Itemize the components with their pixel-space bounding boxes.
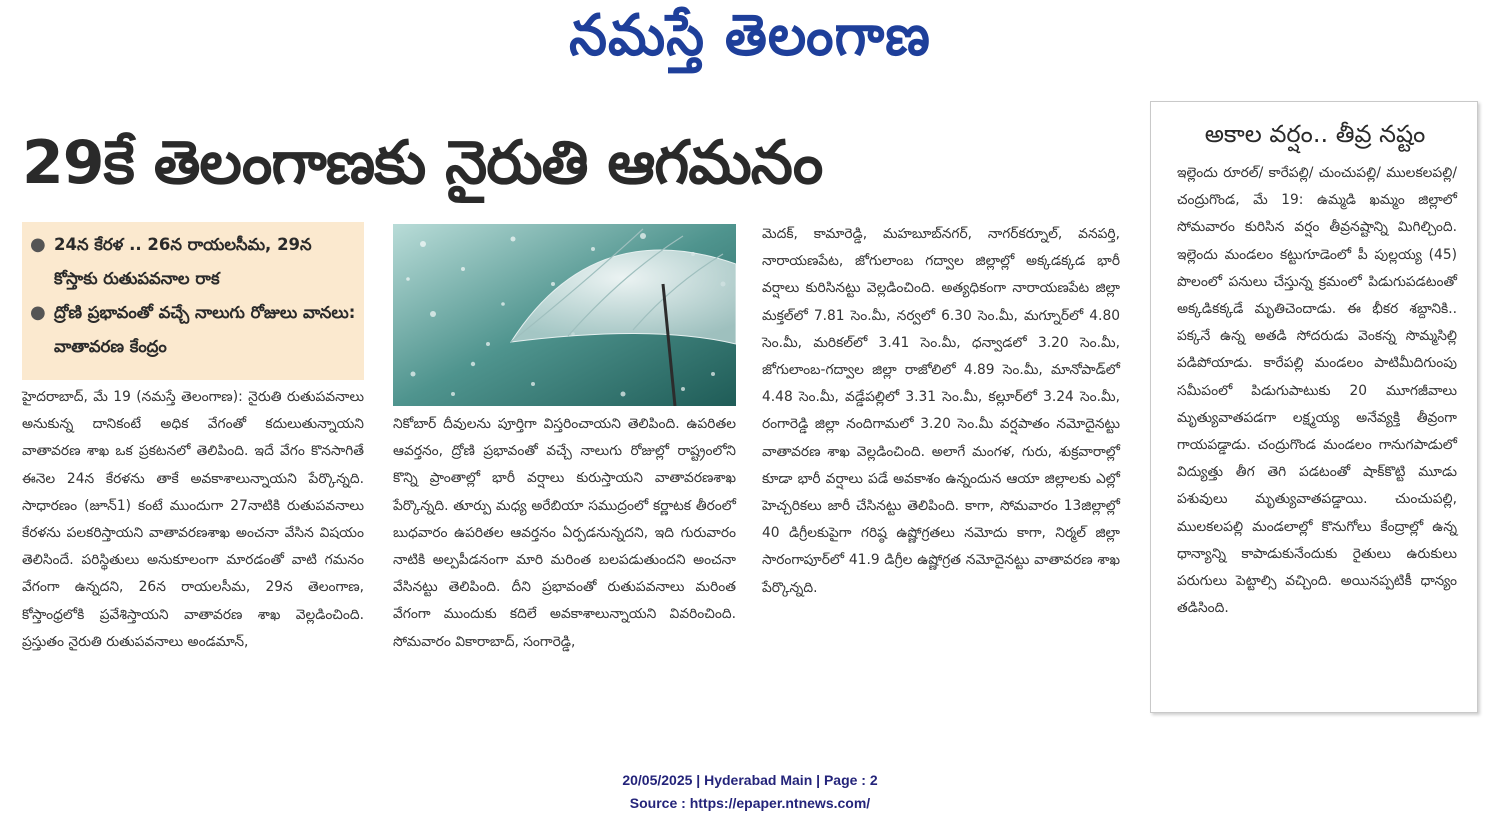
sidebar-news-box [1150,101,1478,713]
main-headline: 29కే తెలంగాణకు నైరుతి ఆగమనం [22,128,823,198]
article-column-1: హైదరాబాద్, మే 19 (నమస్తే తెలంగాణ): నైరుతి రుతుపవనాలు అనుకున్న దానికంటే అధిక వేగంతో కదులుతున్నాయని వాతావరణ శాఖ ఒక ప్రకటనలో తెలిపింది. ఇదే వేగం కొనసాగితే ఈనెల 24న కేరళను తాకే అవకాశాలున్నాయని పేర్కొన్నది. సాధారణం (జూన్1) కంటే ముందుగా 27నాటికి రుతుపవనాలు కేరళను పలకరిస్తాయని వాతావరణశాఖ అంచనా వేసిన విషయం తెలిసిందే. పరిస్థితులు అనుకూలంగా మారడంతో వాటి గమనం వేగంగా ఉన్నదని, 26న రాయలసీమ, 29న తెలంగాణ, కోస్తాంధ్రలోకి ప్రవేశిస్తాయని వాతావరణ శాఖ వెల్లడించింది. ప్రస్తుతం నైరుతి రుతుపవనాలు అండమాన్, [22,389,364,650]
footer-source: Source : https://epaper.ntnews.com/ [629,795,871,811]
highlight-item [30,296,356,364]
article-column-2: నికోబార్ దీవులను పూర్తిగా విస్తరించాయని తెలిపింది. ఉపరితల ఆవర్తనం, ద్రోణి ప్రభావంతో వచ్చే నాలుగు రోజుల్లో రాష్ట్రంలోని కొన్ని ప్రాంతాల్లో భారీ వర్షాలు కురుస్తాయని వాతావరణశాఖ పేర్కొన్నది. తూర్పు మధ్య అరేబియా సముద్రంలో కర్ణాటక తీరంలో బుధవారం ఉపరితల ఆవర్తనం ఏర్పడనున్నదని, ఇది గురువారం నాటికి అల్పపీడనంగా మారి మరింత బలపడుతుందని అంచనా వేసినట్టు తెలిపింది. దీని ప్రభావంతో రుతుపవనాలు మరింత వేగంగా ముందుకు కదిలే అవకాశాలున్నాయని వివరించింది. సోమవారం వికారాబాద్, సంగారెడ్డి, [393,416,736,650]
bullet-icon: ● [30,302,46,323]
footer-date-edition: 20/05/2025 | Hyderabad Main | Page : 2 [622,772,878,788]
highlight-text: ద్రోణి ప్రభావంతో వచ్చే నాలుగు రోజులు వానలు: వాతావరణ కేంద్రం [54,303,356,356]
article-column-3: మెదక్, కామారెడ్డి, మహబూబ్‌నగర్, నాగర్‌కర్నూల్, వనపర్తి, నారాయణపేట, జోగులాంబ గద్వాల జిల్లాల్లో అక్కడక్కడ భారీ వర్షాలు కురిసినట్టు వెల్లడించింది. అత్యధికంగా నారాయణపేట జిల్లా మక్తల్‌లో 7.81 సెం.మీ, నర్వలో 6.30 సెం.మీ, మగ్నూర్‌లో 4.80 సెం.మీ, మరికల్‌లో 3.41 సెం.మీ, ధన్వాడలో 3.20 సెం.మీ, జోగులాంబ-గద్వాల జిల్లా రాజోలిలో 4.89 సెం.మీ, మానోపాడ్‌లో 4.48 సెం.మీ, వడ్డేపల్లిలో 3.31 సెం.మీ, కల్లూర్‌లో 3.24 సెం.మీ, రంగారెడ్డి జిల్లా నందిగామలో 3.20 సెం.మీ వర్షపాతం నమోదైనట్టు వాతావరణ శాఖ వెల్లడించింది. అలాగే మంగళ, గురు, శుక్రవారాల్లో కూడా భారీ వర్షాలు పడే అవకాశం ఉన్నందున ఆయా జిల్లాలకు ఎల్లో హెచ్చరికలు జారీ చేసినట్టు తెలిపింది. కాగా, సోమవారం 13జిల్లాల్లో 40 డిగ్రీలకుపైగా గరిష్ఠ ఉష్ణోగ్రతలు నమోదు కాగా, నిర్మల్ జిల్లా సారంగాపూర్‌లో 41.9 డిగ్రీల ఉష్ణోగ్రత నమోదైనట్టు వాతావరణ శాఖ పేర్కొన్నది. [762,226,1120,596]
highlight-item [30,228,356,296]
sidebar-body: ఇల్లెందు రూరల్/ కారేపల్లి/ చుంచుపల్లి/ ములకలపల్లి/చంద్రుగొండ, మే 19: ఉమ్మడి ఖమ్మం జిల్లాలో సోమవారం కురిసిన వర్షం తీవ్రనష్టాన్ని మిగిల్చింది. ఇల్లెందు మండలం కట్టుగూడెంలో పీ పుల్లయ్య (45) పొలంలో పనులు చేస్తున్న క్రమంలో పిడుగుపడటంతో అక్కడికక్కడే మృతిచెందాడు. ఈ భీకర శబ్దానికి.. పక్కనే ఉన్న అతడి సోదరుడు వెంకన్న సొమ్మసిల్లి పడిపోయాడు. కారేపల్లి మండలం పాటిమీదిగుంపు సమీపంలో పిడుగుపాటుకు 20 మూగజీవాలు మృత్యువాతపడగా లక్ష్మయ్య అనేవ్యక్తి తీవ్రంగా గాయపడ్డాడు. చంద్రుగొండ మండలం గానుగపాడులో విద్యుత్తు తీగ తెగి పడటంతో షాక్‌కొట్టి మూడు పశువులు మృత్యువాతపడ్డాయి. చుంచుపల్లి, ములకలపల్లి మండలాల్లో కొనుగోలు కేంద్రాల్లో ఉన్న ధాన్యాన్ని కాపాడుకునేందుకు రైతులు ఉరుకులు పరుగులు పెట్టాల్సి వచ్చింది. అయినప్పటికీ ధాన్యం తడిసింది. [1177,165,1457,617]
masthead-logo: నమస్తే తెలంగాణ [569,2,931,69]
sidebar-title: అకాల వర్షం.. తీవ్ర నష్టం [1204,120,1426,148]
highlights-box [22,222,364,380]
umbrella-rain-photo [393,224,736,406]
bullet-icon: ● [30,234,46,255]
highlight-text: 24న కేరళ .. 26న రాయలసీమ, 29న కోస్తాకు రుతుపవనాల రాక [54,235,312,288]
